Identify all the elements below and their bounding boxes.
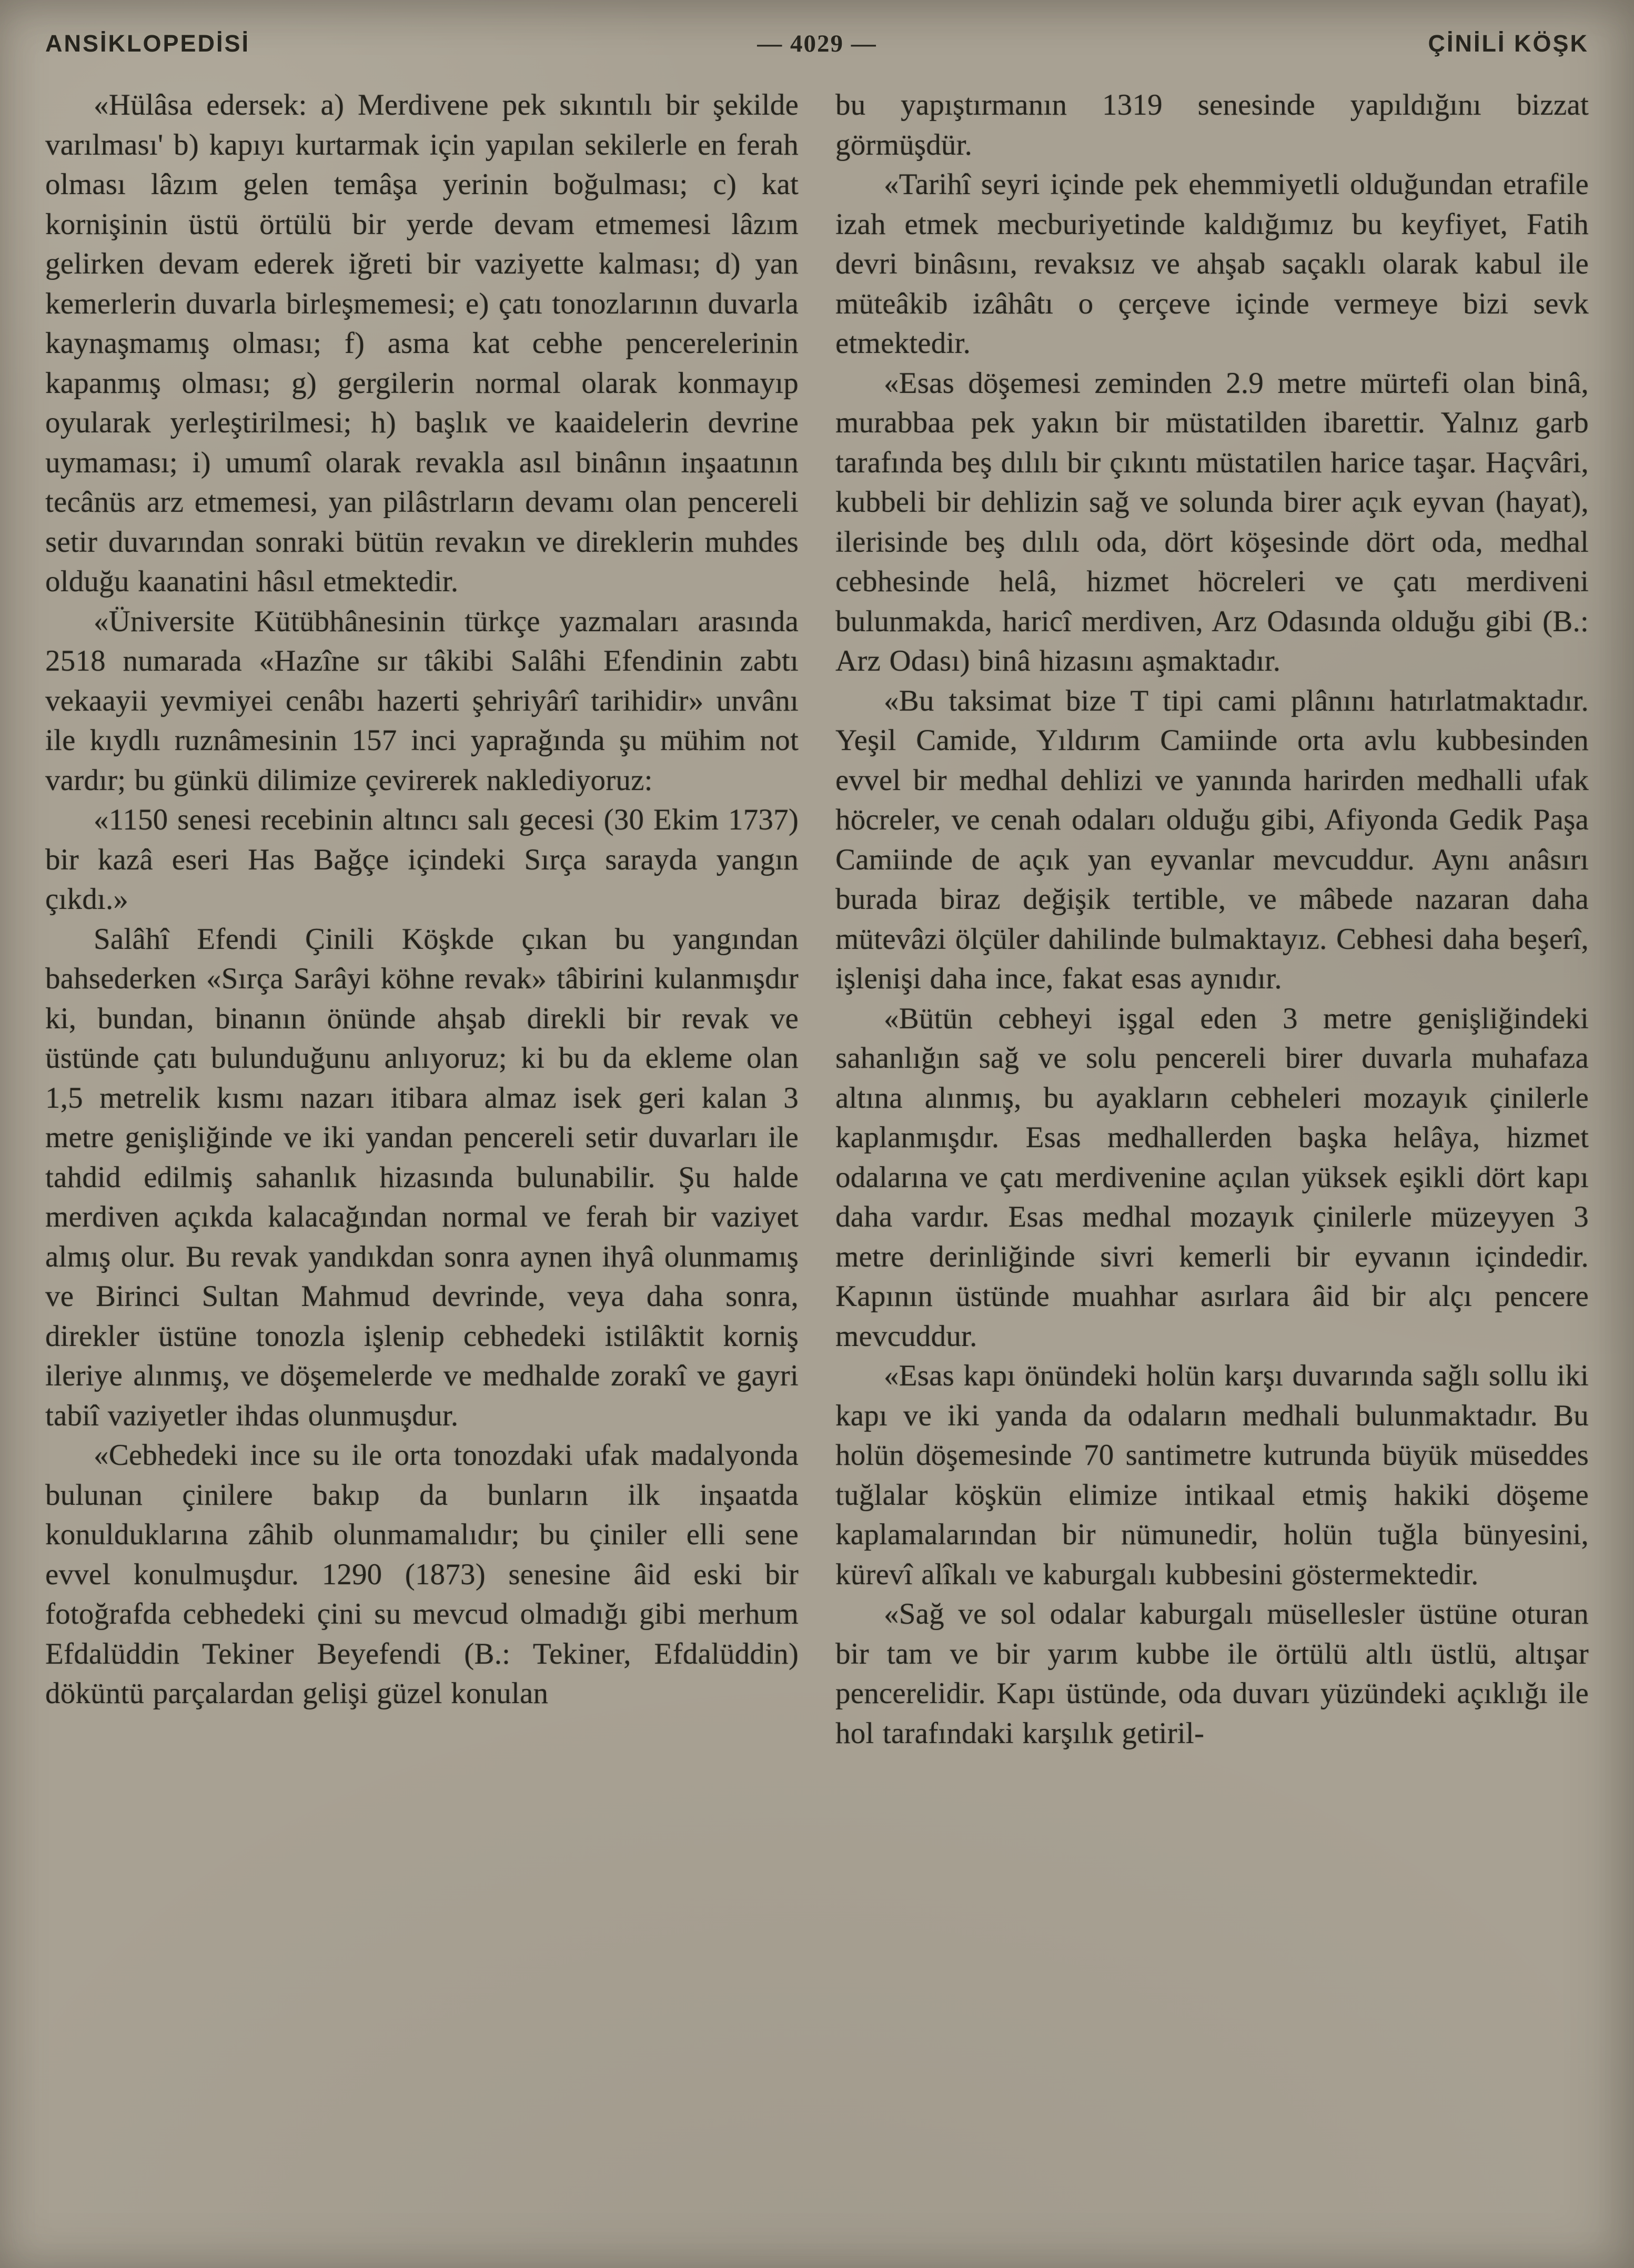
paragraph: «Sağ ve sol odalar kaburgalı müsellesler üstüne oturan bir tam ve bir yarım kubbe ile örtülü altlı üstlü, altışar pencerelidir. Kapı üstünde, oda duvarı yüzündeki açıklığı ile hol tarafındaki karşılık getiril- xyxy=(835,1597,1589,1750)
paragraph: «Üniversite Kütübhânesinin türkçe yazmaları arasında 2518 numarada «Hazîne sır tâkibi Salâhi Efendinin zabtı vekaayii yevmiyei cenâbı hazerti şehriyârî tarihidir» unvânı ile kıydlı ruznâmesinin 157 inci yaprağında şu mühim not vardır; bu günkü dilimize çevirerek naklediyoruz: xyxy=(45,604,799,797)
text-column-left xyxy=(45,85,799,1753)
paragraph: «Esas kapı önündeki holün karşı duvarında sağlı sollu iki kapı ve iki yanda da odaların medhali bulunmaktadır. Bu holün döşemesinde 70 santimetre kutrunda büyük müseddes tuğlalar köşkün elimize intikaal etmiş hakiki döşeme kaplamalarından bir nümunedir, holün tuğla bünyesini, kürevî alîkalı ve kaburgalı kubbesini göstermektedir. xyxy=(835,1359,1589,1591)
header-page-number: — 4029 — xyxy=(757,30,877,57)
header-publication-title: ANSİKLOPEDİSİ xyxy=(45,30,250,57)
paragraph: «Bütün cebheyi işgal eden 3 metre genişliğindeki sahanlığın sağ ve solu pencereli birer duvarla muhafaza altına alınmış, bu ayakların cebheleri mozayık çinilerle kaplanmışdır. Esas medhallerden başka helâya, hizmet odalarına ve çatı merdivenine açılan yüksek eşikli dört kapı daha vardır. Esas medhal mozayık çinilerle müzeyyen 3 metre derinliğinde sivri kemerli bir eyvanın içindedir. Kapının üstünde muahhar asırlara âid bir alçı pencere mevcuddur. xyxy=(835,1001,1589,1353)
paragraph: Salâhî Efendi Çinili Köşkde çıkan bu yangından bahsederken «Sırça Sarâyi köhne revak» tâbirini kulanmışdır ki, bundan, binanın önünde ahşab direkli bir revak ve üstünde çatı bulunduğunu anlıyoruz; ki bu da ekleme olan 1,5 metrelik kısmı nazarı itibara almaz isek geri kalan 3 metre genişliğinde ve iki yandan pencereli setir duvarları ile tahdid edilmiş sahanlık hizasında bulunabilir. Şu halde merdiven açıkda kalacağından normal ve ferah bir vaziyet almış olur. Bu revak yandıkdan sonra aynen ihyâ olunmamış ve Birinci Sultan Mahmud devrinde, veya daha sonra, direkler üstüne tonozla işlenip cebhedeki istilâktit korniş ileriye alınmış, ve döşemelerde ve medhalde zorakî ve gayri tabiî vaziyetler ihdas olunmuşdur. xyxy=(45,922,799,1432)
paragraph: «Esas döşemesi zeminden 2.9 metre mürtefi olan binâ, murabbaa pek yakın bir müstatilden ibarettir. Yalnız garb tarafında beş dılılı bir çıkıntı müstatilen harice taşar. Haçvâri, kubbeli bir dehlizin sağ ve solunda birer açık eyvan (hayat), ilerisinde beş dılılı oda, dört köşesinde dört oda, medhal cebhesinde helâ, hizmet höcreleri ve çatı merdiveni bulunmakda, haricî merdiven, Arz Odasında olduğu gibi (B.: Arz Odası) binâ hizasını aşmaktadır. xyxy=(835,366,1589,677)
paragraph-continuation: bu yapıştırmanın 1319 senesinde yapıldığını bizzat görmüşdür. xyxy=(835,88,1589,161)
paragraph: «Hülâsa edersek: a) Merdivene pek sıkıntılı bir şekilde varılması' b) kapıyı kurtarmak için yapılan sekilerle en ferah olması lâzım gelen temâşa yerinin boğulması; c) kat kornişinin üstü örtülü bir yerde devam etmemesi lâzım gelirken devam ederek iğreti bir vaziyette kalması; d) yan kemerlerin duvarla birleşmemesi; e) çatı tonozlarının duvarla kaynaşmamış olması; f) asma kat cebhe pencerelerinin kapanmış olması; g) gergilerin normal olarak konmayıp oyularak yerleştirilmesi; h) başlık ve kaaidelerin devrine uymaması; i) umumî olarak revakla asıl binânın inşaatının tecânüs arz etmemesi, yan pilâstrların devamı olan pencereli setir duvarından sonraki bütün revakın ve direklerin muhdes olduğu kaanatini hâsıl etmektedir. xyxy=(45,88,799,598)
paragraph: «Cebhedeki ince su ile orta tonozdaki ufak madalyonda bulunan çinilere bakıp da bunların ilk inşaatda konulduklarına zâhib olunmamalıdır; bu çiniler elli sene evvel konulmuşdur. 1290 (1873) senesine âid eski bir fotoğrafda cebhedeki çini su mevcud olmadığı gibi merhum Efdalüddin Tekiner Beyefendi (B.: Tekiner, Efdalüddin) döküntü parçalardan gelişi güzel konulan xyxy=(45,1439,799,1710)
header-article-title: ÇİNİLİ KÖŞK xyxy=(1428,30,1589,57)
paragraph: «1150 senesi recebinin altıncı salı gecesi (30 Ekim 1737) bir kazâ eseri Has Bağçe içindeki Sırça sarayda yangın çıkdı.» xyxy=(45,803,799,916)
text-columns xyxy=(45,85,1589,1753)
paragraph: «Tarihî seyri içinde pek ehemmiyetli olduğundan etrafile izah etmek mecburiyetinde kaldığımız bu keyfiyet, Fatih devri binâsını, revaksız ve ahşab saçaklı olarak kabul ile müteâkib izâhâtı o çerçeve içinde vermeye bizi sevk etmektedir. xyxy=(835,168,1589,360)
paragraph: «Bu taksimat bize T tipi cami plânını hatırlatmaktadır. Yeşil Camide, Yıldırım Camiinde orta avlu kubbesinden evvel bir medhal dehlizi ve yanında harirden medhalli ufak höcreler, ve cenah odaları olduğu gibi, Afiyonda Gedik Paşa Camiinde de açık yan eyvanlar mevcuddur. Aynı anâsırı burada biraz değişik tertible, ve mâbede nazaran daha mütevâzi ölçüler dahilinde bulmaktayız. Cebhesi daha beşerî, işlenişi daha ince, fakat esas aynıdır. xyxy=(835,684,1589,995)
page-header xyxy=(45,29,1589,58)
text-column-right xyxy=(835,85,1589,1753)
